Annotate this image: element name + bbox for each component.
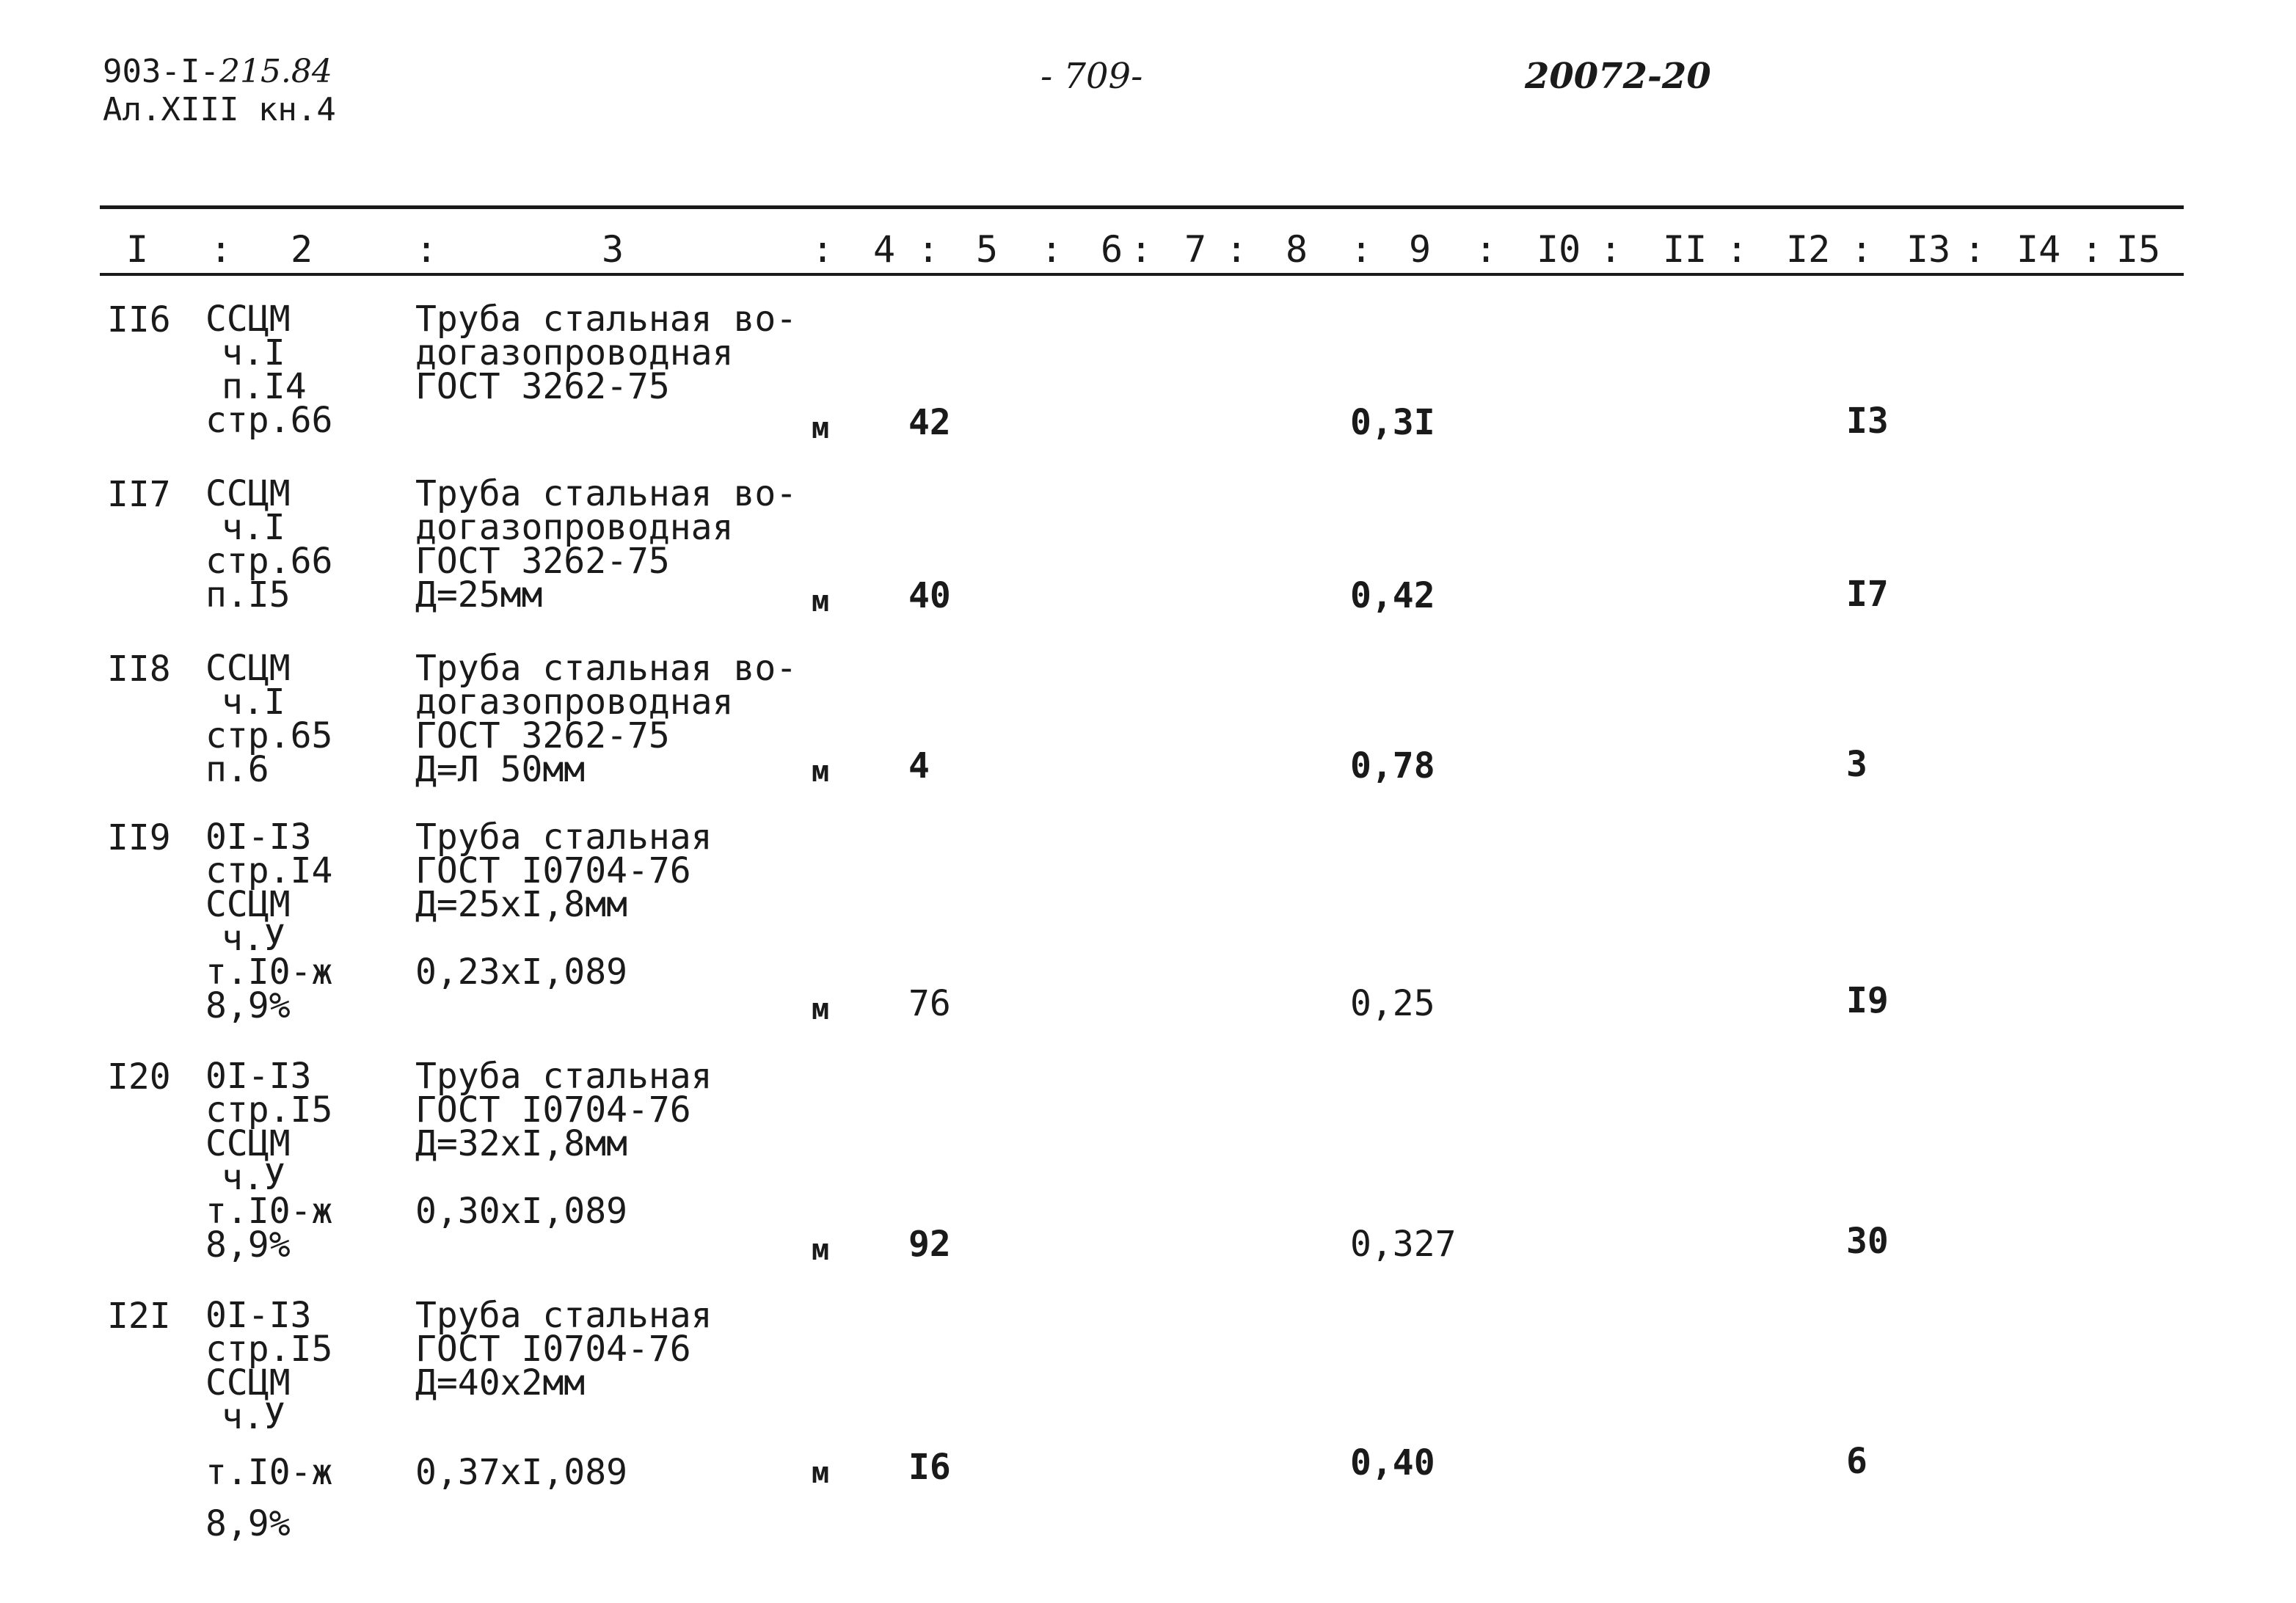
column-separator: :	[1475, 228, 1498, 271]
row-unit: м	[812, 1456, 830, 1490]
row-description: Труба стальная ГОСТ I0704-76 Д=25хI,8мм 0,23хI,089	[415, 817, 713, 993]
column-header-12: I2	[1786, 228, 1831, 271]
column-header-2: 2	[291, 228, 313, 271]
row-unit: м	[812, 755, 830, 789]
column-header-4: 4	[873, 228, 896, 271]
row-quantity: 76	[908, 983, 951, 1024]
column-separator: :	[1726, 228, 1749, 271]
row-unit: м	[812, 412, 830, 445]
column-separator: :	[1600, 228, 1622, 271]
column-header-5: 5	[976, 228, 999, 271]
column-header-3: 3	[602, 228, 624, 271]
column-header-15: I5	[2116, 228, 2161, 271]
row-total: 6	[1846, 1441, 1867, 1482]
row-quantity: 42	[908, 402, 951, 443]
row-unit: м	[812, 993, 830, 1026]
column-header-7: 7	[1184, 228, 1207, 271]
row-reference: ССЦМ ч.I стр.66 п.I5	[205, 473, 333, 616]
column-separator: :	[2081, 228, 2104, 271]
column-header-10: I0	[1537, 228, 1581, 271]
row-norm: 0,40	[1350, 1442, 1435, 1483]
row-total: I7	[1846, 574, 1889, 615]
row-norm: 0,327	[1350, 1224, 1457, 1265]
row-norm: 0,42	[1350, 575, 1435, 616]
column-separator: :	[1964, 228, 1986, 271]
document-code-handwritten: 215.84	[219, 53, 332, 90]
row-reference: ССЦМ ч.I стр.65 п.6	[205, 648, 333, 790]
table-top-rule	[100, 205, 2184, 209]
row-total: I9	[1846, 980, 1889, 1021]
column-header-14: I4	[2016, 228, 2061, 271]
row-number: II8	[107, 649, 171, 690]
album-label: Ал.XIII кн.4	[103, 91, 336, 128]
column-header-11: II	[1663, 228, 1708, 271]
column-separator: :	[1225, 228, 1248, 271]
row-norm: 0,3I	[1350, 402, 1435, 443]
column-header-6: 6	[1101, 228, 1123, 271]
column-separator: :	[415, 228, 438, 271]
column-header-9: 9	[1409, 228, 1432, 271]
row-description: Труба стальная во- догазопроводная ГОСТ 3262-75	[415, 299, 798, 407]
column-separator: :	[917, 228, 940, 271]
row-unit: м	[812, 585, 830, 618]
row-reference: 0I-I3 стр.I5 ССЦМ ч.У т.I0-ж 8,9%	[205, 1295, 333, 1544]
column-separator: :	[1130, 228, 1153, 271]
row-reference: 0I-I3 стр.I5 ССЦМ ч.У т.I0-ж 8,9%	[205, 1056, 333, 1266]
row-quantity: 92	[908, 1224, 951, 1265]
row-number: II7	[107, 474, 171, 515]
column-separator: :	[1041, 228, 1063, 271]
row-norm: 0,25	[1350, 983, 1435, 1024]
row-quantity: 4	[908, 745, 930, 786]
row-reference: ССЦМ ч.I п.I4 стр.66	[205, 299, 333, 441]
column-header-1: I	[126, 228, 149, 271]
row-reference: 0I-I3 стр.I4 ССЦМ ч.У т.I0-ж 8,9%	[205, 817, 333, 1026]
row-number: I20	[107, 1056, 171, 1098]
row-quantity: I6	[908, 1447, 951, 1488]
row-number: II9	[107, 817, 171, 858]
row-number: I2I	[107, 1296, 171, 1337]
row-total: 30	[1846, 1221, 1889, 1262]
document-code-prefix: 903-I-	[103, 53, 219, 90]
column-separator: :	[1851, 228, 1873, 271]
row-description: Труба стальная ГОСТ I0704-76 Д=40х2мм 0,37хI,089	[415, 1295, 713, 1493]
column-header-8: 8	[1286, 228, 1308, 271]
column-separator: :	[210, 228, 233, 271]
column-header-13: I3	[1906, 228, 1951, 271]
table-header-rule	[100, 273, 2184, 276]
row-number: II6	[107, 299, 171, 340]
row-description: Труба стальная во- догазопроводная ГОСТ 3262-75 Д=25мм	[415, 473, 798, 616]
row-unit: м	[812, 1233, 830, 1267]
row-description: Труба стальная ГОСТ I0704-76 Д=32хI,8мм 0,30хI,089	[415, 1056, 713, 1232]
column-separator: :	[812, 228, 834, 271]
row-total: I3	[1846, 401, 1889, 442]
row-norm: 0,78	[1350, 745, 1435, 786]
page-number: - 709-	[1041, 56, 1143, 97]
sheet-code: 20072-20	[1525, 56, 1711, 97]
document-code	[103, 54, 332, 90]
row-total: 3	[1846, 744, 1867, 785]
row-quantity: 40	[908, 575, 951, 616]
row-description: Труба стальная во- догазопроводная ГОСТ 3262-75 Д=Л 50мм	[415, 648, 798, 790]
column-separator: :	[1350, 228, 1373, 271]
